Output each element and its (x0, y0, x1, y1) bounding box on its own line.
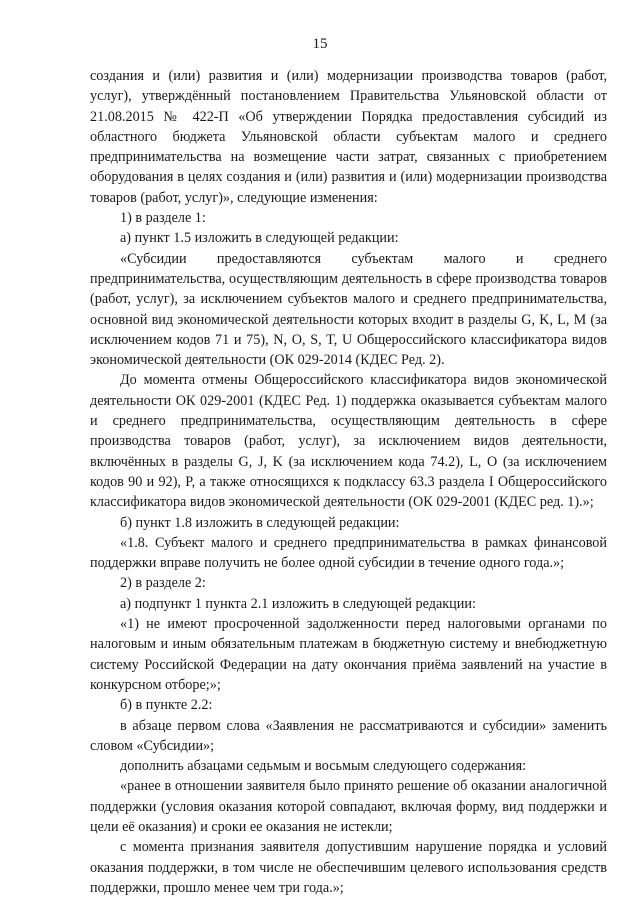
paragraph: 2) в разделе 2: (120, 575, 206, 592)
paragraph: а) пункт 1.5 изложить в следующей редакции: (120, 230, 399, 247)
paragraph: создания и (или) развития и (или) модернизации производства товаров (работ, услуг), утверждённый постановлением Правительства Ульяновской области от 21.08.2015 № 422-П «Об утверждении Порядка предоставления субсидий из областного бюджета Ульяновской области субъектам малого и среднего предпринимательства на возмещение части затрат, связанных с приобретением оборудования в целях создания и (или) развития и (или) модернизации производства товаров (работ, услуг)», следующие изменения: (90, 68, 607, 206)
document-body (90, 66, 607, 898)
paragraph: в абзаце первом слова «Заявления не рассматриваются и субсидии» заменить словом «Субсидии»; (90, 717, 607, 754)
paragraph: До момента отмены Общероссийского классификатора видов экономической деятельности ОК 029-2001 (КДЕС Ред. 1) поддержка оказывается субъектам малого и среднего предпринимательства, осуществляющим деятельность в сфере производства товаров (работ, услуг), за исключением видов деятельности, включённых в разделы G, J, K (за исключением кода 74.2), L, O (за исключением кодов 90 и 92), P, а также относящихся к подклассу 63.3 раздела I Общероссийского классификатора видов экономической деятельности (ОК 029-2001 (КДЕС ред. 1).»; (90, 372, 607, 511)
paragraph: с момента признания заявителя допустившим нарушение порядка и условий оказания поддержки, в том числе не обеспечившим целевого использования средств поддержки, прошло менее чем три года.»; (90, 839, 607, 896)
paragraph: а) подпункт 1 пункта 2.1 изложить в следующей редакции: (120, 595, 476, 612)
paragraph: «ранее в отношении заявителя было принято решение об оказании аналогичной поддержки (условия оказания которой совпадают, включая форму, вид поддержки и цели её оказания) и сроки ее оказания не истекли; (90, 778, 607, 835)
paragraph: дополнить абзацами седьмым и восьмым следующего содержания: (120, 758, 527, 775)
paragraph: «Субсидии предоставляются субъектам малого и среднего предпринимательства, осуществляющим деятельность в сфере производства товаров (работ, услуг), за исключением субъектов малого и среднего предпринимательства, основной вид экономической деятельности которых входит в разделы G, K, L, M (за исключением кодов 71 и 75), N, O, S, T, U Общероссийского классификатора видов экономической деятельности (ОК 029-2014 (КДЕС Ред. 2). (90, 250, 607, 369)
paragraph: 1) в разделе 1: (120, 210, 206, 227)
paragraph: «1.8. Субъект малого и среднего предпринимательства в рамках финансовой поддержки вправе получить не более одной субсидии в течение одного года.»; (90, 534, 607, 572)
paragraph: б) в пункте 2.2: (120, 697, 213, 714)
page-number: 15 (312, 36, 328, 52)
paragraph: б) пункт 1.8 изложить в следующей редакции: (120, 514, 400, 531)
paragraph: «1) не имеют просроченной задолженности перед налоговыми органами по налоговым и иным обязательным платежам в бюджетную систему и внебюджетную систему Российской Федерации на дату окончания приёма заявлений на участие в конкурсном отборе;»; (90, 616, 607, 693)
